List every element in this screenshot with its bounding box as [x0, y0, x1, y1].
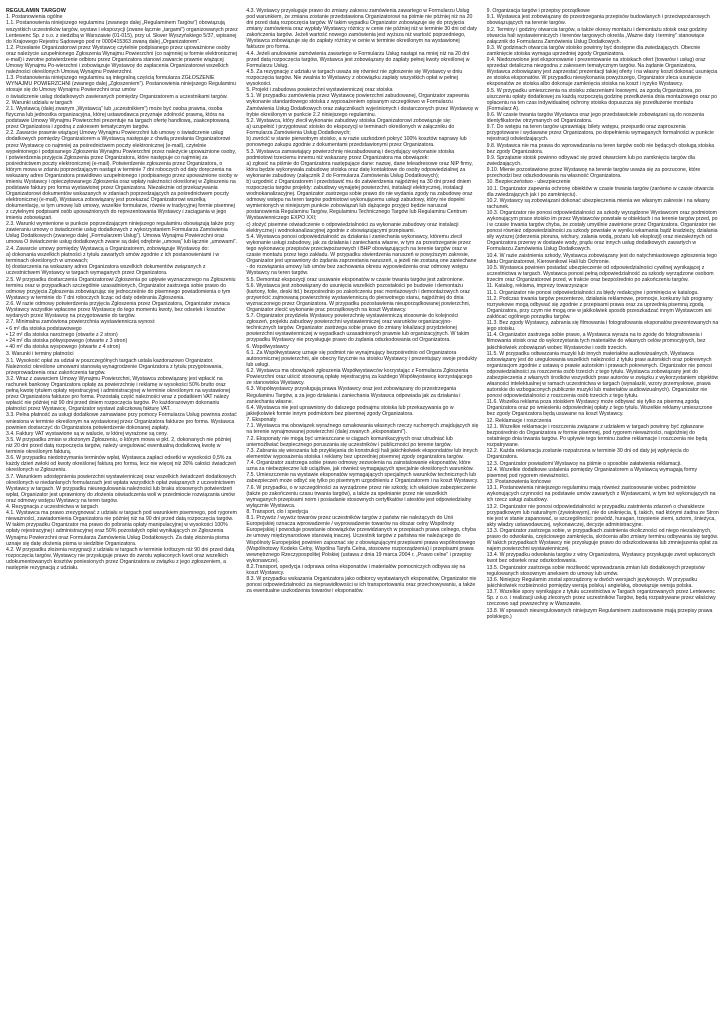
- paragraph: 13.1. Postanowienia niniejszego regulaminu mają również zastosowanie wobec podmiotów wykonujących czynności na podstawie umów zawartych z Wystawcami, w tym też wykonujących na ich rzecz usługi zabudowy.: [486, 485, 716, 504]
- paragraph: 9.7. Do wstępu na teren targów uprawniają: bilety wstępu, przepustki oraz zaproszenia przygotowane i wydawane przez Organizatora, po dopełnieniu wymaganych formalności w punkcie rejestracji odwiedzających.: [486, 124, 714, 143]
- section-payments: [6, 351, 238, 571]
- paragraph: 13.2. Organizator nie ponosi odpowiedzialności w przypadku zaistnienia zdarzeń o charakterze przypadkowym lub naturalnym (żywiołowym), nie do uniknięcia, tj. takich, nad którymi żadna ze Stron nie jest w stanie zapanować, w szczególności: powódź, huragan, trzęsienie ziemi, sztorm, śnieżyca, akty władzy ustawodawczej, wykonawczej, decyzje administracyjne.: [486, 503, 719, 528]
- paragraph: 1.1. Postanowienia niniejszego regulaminu (zwanego dalej „Regulaminem Targów”) obowiązują wszystkich uczestników targów, wystaw i ekspozycji (zwane łącznie „targami”) organizowanych przez Lentewenc Sp. z o.o. z siedzibą w Warszawie (01-015), przy ul. Skwer Wyszyńskiego 5/37, wpisanej do Krajowego Rejestru Sądowego pod nr 0000415363 zwaną dalej „Organizatorem”.: [6, 20, 238, 45]
- paragraph: 3. Warunki i terminy płatności: [6, 351, 74, 358]
- paragraph: 11. Katalog, reklama, imprezy towarzyszące: [486, 283, 588, 290]
- paragraph: 3.2. Wraz z zawarciem Umowy Wynajmu Powierzchni, Wystawca zobowiązany jest wpłacić na rachunek bankowy Organizatora opłatę za powierzchnię i reklamę w wysokości 50% brutto oraz pełną kwotę tytułem opłaty rejestracyjnej i administracyjnej w terminie określonym na wystawionej przez Organizatora fakturze pro forma. Pozostałą część należności wraz z podatkiem VAT należy wpłacić nie później niż 90 dni przed dniem rozpoczęcia targów. Po każdorazowym dokonaniu płatności przez Wystawcę, Organizator wystawi zaliczkową fakturę VAT.: [6, 376, 231, 413]
- paragraph: 9.6. W czasie trwania targów Wystawca oraz jego przedstawiciele zobowiązani są do noszenia identyfikatorów otrzymanych od Organizatora.: [486, 111, 705, 124]
- paragraph: 3.7. Warunkiem udostępnienia powierzchni wystawienniczej oraz wszelkich świadczeń dodatkowych określonych w niedanlanych formularzach jest wpłata wszystkich opłat związanych z uczestnictwem Wystawcy w targach. W przypadku nieuregulowania należności lub braku stosownych potwierdzeń wpłat, Organizator jest uprawniony do złożenia oświadczenia woli w przedmiocie rozwiązania umów oraz odmowy wstępu Wystawcy na teren targów.: [6, 473, 236, 504]
- paragraph: 7.1. Wystawca ma obowiązek wyraźnego oznakowania własnych rzeczy ruchomych znajdujących się na terenie wynajmowanej powierzchni (dalej zwanych „eksponatami”).: [246, 423, 479, 436]
- paragraph: 9.10. Mienie pozostawione przez Wystawcę na terenie targów uważa się za porzucone, które przechodzi bez odszkodowania na własność Organizatora.: [486, 167, 701, 180]
- paragraph: 3.1. Wysokość opłat za udział w poszczególnych targach ustala kazdorazowo Organizator. Należności określone umowami stanowią wynagrodzenie Organizatora z tytułu przygotowania, przeprowadzenia oraz zakończenia targów.: [6, 357, 223, 376]
- paragraph: 2. Warunki udziału w targach: [6, 99, 73, 106]
- paragraph: 3.6. W przypadku niedotrzymania terminów wpłat, Wystawca zapłaci odsetki w wysokości 0,5% za każdy dzień zwłoki od kwoty określonej fakturą pro forma, lecz nie więcej niż 30% całości świadczeń określonych w Zgłoszeniu.: [6, 455, 237, 474]
- paragraph: a) dokonania wszelkich płatności z tytułu zawartych umów zgodnie z ich postanowieniami i w terminach określonych w umowach;: [6, 251, 220, 264]
- column-left: [6, 8, 238, 1018]
- list-item: • 40 m² dla stoiska wyspowego (otwarte z 4 stron): [6, 344, 121, 351]
- paragraph: 9.1. Wystawca jest zobowiązany do przestrzegania przepisów budowlanych i przeciwpożarowych obowiązujących na terenie targów.: [486, 14, 710, 27]
- paragraph: 2.5. W przypadku dostarczenia Organizatorowi Zgłoszenia po upływie wyznaczonego na Zgłoszeniu terminu oraz w przypadkach szczególnie uzasadnionych, Organizator zastrzega sobie prawo do odmowy przyjęcia Zgłoszenia zobowiązując się jednocześnie do pisemnego powiadomienia o tym Wystawcy w terminie do 7 dni roboczych licząc od daty odebrania Zgłoszenia.: [6, 276, 236, 301]
- paragraph: 9.9. Sprzątanie stoisk powinno odbywać się przed otwarciem lub po zamknięciu targów dla zwiedzających.: [486, 154, 695, 167]
- paragraph: 2.2. Zawarcie prawnie wiążącej Umowy Wynajmu Powierzchni lub umowy o świadczenie usług dodatkowych pomiędzy Organizatorem a Wystawcą następuje z chwilą przesłania Organizatorowi przez Wystawcę co najmniej za pośrednictwem poczty elektronicznej (e-mail), czytelnie wypełnionego i podpisanego Zgłoszenia Wynajmu Powierzchni przez należycie upoważnione osoby, i potwierdzenia przyjęcia Zgłoszenia przez Organizatora, które następuje co najmniej za pośrednictwem poczty elektronicznej (e-mail). Potwierdzenie zgłoszenia przez Organizatora, o którym mowa w zdaniu poprzedzającym nastąpi w terminie 7 dni roboczych od daty doręczenia na wskazany adres Organizatora prawidłowo uzupełnionego i podpisanego przez upoważnione osoby w imieniu Wystawcy i opieczętowanego Zgłoszenia oraz wpłaty należności określonej w Zgłoszeniu na podstawie faktury pro forma wystawionej przez Organizatora. Niezależnie od przekazywania Organizatorowi dokumentów wskazanych w zdaniach poprzedzających za pośrednictwem poczty elektronicznej (e-mail), Wystawca zobowiązany jest przekazać Organizatorowi wszelką dokumentację, w tym umowę lub umowy, wszelkie formularze, równie w tradycyjnej formie pisemnej z czytelnymi podpisami osób upoważnionych do reprezentowania Wystawcy i zaciągania w jego imieniu zobowiązań.: [6, 130, 238, 222]
- paragraph: a) uzupełnić i przygotować stoisko do ekspozycji w terminach określonych w załączniku do Formularza Zamówienia Usług Dodatkowych;: [246, 124, 455, 137]
- paragraph: 7.5. Umieszczenie na wystawie eksponatów wymagających specjalnych warunków technicznych lub zabezpieczeń może odbyć się tylko po pisemnym uzgodnieniu z Organizatorem i na koszt Wystawcy.: [246, 472, 479, 485]
- paragraph: 2.7. Minimalna zamówiona powierzchnia wystawiennicza wynosi:: [6, 319, 156, 326]
- paragraph: 2.1. Wystawcą (dalej zwanym „Wystawcą” lub „uczestnikiem”) może być osoba prawna, osoba fizyczna lub jednostka organizacyjna, której ustawodawca przyznaje zdolność prawną, która na podstawie Umowy Wynajmu Powierzchni prezentuje na targach ofertę handlową, zaakceptowaną przez Organizatora i zgodną z zakresem tematycznym targów.: [6, 106, 230, 131]
- paragraph: 8.3. W przypadku wskazania Organizatora jako odbiorcy wystawianych eksponatów, Organizator nie ponosi odpowiedzialności za nieprawidłowości w ich transportowaniu oraz przechowywaniu, a także za ewentualne uszkodzenia towarów i eksponatów.: [246, 576, 477, 595]
- paragraph: 11.5. W przypadku odtwarzania muzyki lub innych materiałów audiowizualnych, Wystawca zobowiązany jest do uregulowania wszelkich należności z tytułu praw autorskich oraz pokrewnych organizacjom zgodnie z ustawą o prawie autorskim i prawach pokrewnych. Organizator nie ponosi odpowiedzialności za roszczenia osób trzecich z tego tytułu. Wystawca zobowiązany jest do zabezpieczenia z własnych środków wszystkich praw autorów w związku z wykorzystaniem objektów własności intelektualnej w ramach uczestnictwa w targach (wynalazki, wzory przemysłowe, prawa autorskie do wzbogaconych publicznie muzyki lub materiałów audiowizualnych). Organizator nie ponosi odpowiedzialności z roszczenia osób trzecich z tego tytułu.: [486, 350, 719, 400]
- paragraph: 5.3. Wystawca zamawiający powierzchnię niezabudowaną i decydujący wykonanie stoiska podmiotowi trzeciemu innemu niż wskazany przez Organizatora ma obowiązek:: [246, 148, 455, 161]
- paragraph: 3.3. Pełna płatność za usługi dodatkowe zamawiane przy pomocy Formularza Usług powinna zostać wniesiona w terminie określonym na wystawionej przez Organizatora fakturze pro forma. Wystawca powinien dostarczyć do Organizatora potwierdzenie dokonanej zapłaty.: [6, 412, 237, 431]
- paragraph: b) dostarczenia na wskazany adres Organizatora wszelkich dokumentów związanych z uczestnictwem Wystawcy w targach wymaganych przez Organizatora.: [6, 264, 206, 277]
- paragraph: 12. Reklamacje i roszczenia: [486, 417, 552, 424]
- paragraph: 7.4. Organizator zastrzega sobie prawo odmowy zezwolenia na zainstalowanie eksponatów, które uzna za niebezpieczne lub uciążliwe, jak również wymagających specjalnie określonych warunków.: [246, 460, 474, 473]
- paragraph: 5.1. W przypadku zamówienia przez Wystawcę powierzchni zabudowanej, Organizator zapewnia wykonanie standardowego stoiska z wyposażeniem opisanym szczegółowo w Formularzu Zamówienia Usług Dodatkowych oraz załącznikach wyjeśnionych i dostarczonych przez Wystawcę w trybie określonym w punkcie 2.2 niniejszego regulaminu.: [246, 93, 479, 118]
- paragraph: a) zgłosić na piśmie do Organizatora następujące dane: nazwę, dane teleadresowe oraz NIP firmy, która będzie wykonywała zabudowę stoiska oraz datę kontaktowe do osoby odpowiedzialnej za wykonanie zabudowy (załącznik 2 do Formularza Zamówienia Usług Dodatkowych);: [246, 160, 473, 179]
- paragraph: 13.6. Niniejszy Regulamin został sporządzony w dwóch wersjach językowych. W przypadku jakichkolwiek rozbieżności pomiędzy wersją polską i angielską, obowiązuje wersja polska.: [486, 576, 698, 589]
- paragraph: 12.1. Wszelkie reklamacje i roszczenia związane z udziałem w targach powinny być zgłaszane bezpośrednio do Organizatora w formie pisemnej, pod rygorem nieważności, najpóźniej do ostatniego dnia trwania targów. Po upływie tego terminu żadne reklamacje i roszczenia nie będą rozpatrywane.: [486, 423, 708, 449]
- paragraph: 8. Transport, cło i spedycja: [246, 509, 309, 516]
- paragraph: 13.3. Organizator zastrzega sobie, w przypadkach zaistnienia okoliczności od niego niezależnych, prawo do odwołania, częściowego zamknięcia, skrócenia albo zmiany terminu odbywania się targów. W takich przypadkach Wystawcy nie przysługuje prawo do odszkodowania lub zmniejszenia opłat za najem powierzchni wystawienniczej.: [486, 527, 719, 553]
- paragraph: 10.5. Wystawca powinien posiadać ubezpieczenie od odpowiedzialności cywilnej wynikającej z uczestnictwa w targach. Wystawca ponosi pełną odpowiedzialność za szkody wyrządzone osobom trzecim oraz Organizatorowi przed, w trakcie oraz bezpośrednio po zakończeniu targów.: [486, 264, 714, 284]
- paragraph: 6.3. Współwystawcy przysługują prawa Wystawcy oraz jest zobowiązany do przestrzegania Regulaminu Targów, a za jego działania i zaniechania Wystawca odpowiada jak za działania i zaniechania własne.: [246, 386, 461, 405]
- paragraph: 6. Współwystawcy: [246, 343, 289, 350]
- column-middle: [246, 8, 478, 1018]
- paragraph: 2.6. W razie odmowy potwierdzenia przyjęcia Zgłoszenia przez Organizatora, Organizator zwraca Wystawcy wszystkie wpłacone przez Wystawcę do tego momentu kwoty, bez odsetek i kosztów wydanych przez Wystawcę na przygotowanie do targów.: [6, 300, 230, 319]
- paragraph: 7.6. W przypadku, o w szczególności za wyrządzone przez nie szkody, ich właściwe zabezpieczenie (także po zakończeniu czasu trwania targów), a także za spełnianie przez nie wszelkich wymaganych przepisami norm i posiadanie stosownych certyfikatów i atestów jest odpowiedzialny wyłącznie Wystawca.: [246, 484, 477, 509]
- paragraph: 1.3. Postanowienia niniejszego regulaminu są integralną częścią formularza ZGŁOSZENIE WYNAJMU POWIERZCHNI (zwanego dalej „Zgłoszeniem”). Postanowienia niniejszego Regulaminu stosuje się do Umowy Wynajmu Powierzchni oraz umów: [6, 75, 237, 94]
- paragraph: 13.5. Organizator zastrzega sobie możliwość wprowadzania zmian lub dodatkowych przepisów regulowanych stosownym aneksem do umowy lub umów.: [486, 564, 705, 577]
- paragraph: 8.2.Transport, spedycja i odprawa celna eksponatów i materiałów pomocniczych odbywa się na koszt Wystawcy.: [246, 563, 466, 576]
- paragraph: 11.4. Organizator zastrzega sobie prawo, a Wystawca wyraża na to zgodę do fotografowania i filmowania stoisk oraz do wykorzystania tych materiałów do własnych celów promocyjnych, bez jakichkolwiek zobowiązań wobec Wystawców i osób trzecich.: [486, 332, 706, 351]
- paragraph: 5.6. Wystawca jest zobowiązany do usunięcia wszelkich pozostałości po budowie i demontażu (kartony, folie, deski itd.) bezpośrednio po zakończeniu prac montażowych i demontażowych oraz przywrócić zajmowaną powierzchnię wystawienniczą do pierwotnego stanu, najpóźniej do dnia wyznaczonego przez Organizatora. W przypadku pozostawienia nieuporządkowanej powierzchni, Organizator zlecić wykonanie prac porządkowych na koszt Wystawcy.: [246, 282, 471, 313]
- paragraph: 6.2. Wystawca ma obowiązek zgłoszenia Współwystawców korzystając z Formularza Zgłoszenia Powierzchni oraz uiścić stosowną opłatę rejestracyjną za każdego Współwystawcę korzystającego ze stanowiska Wystawcy.: [246, 368, 473, 387]
- list-item: • 12 m² dla stoiska narożnego (otwarte z 2 stron): [6, 332, 118, 339]
- paragraph: 5.4. Wystawca ponosi odpowiedzialność za działania i zaniechania wykonawcy, któremu zlecił wykonanie usługi zabudowy, jak za działania i zaniechania własne, w tym za przestrzeganie przez tego wykonawcę przepisów przeciwpożarowych i BHP obowiązujących na terenie targów oraz w czasie montażu przez tego zakładu. W przypadku stwierdzenia naruszeń w powyższym zakresie, Organizator jest uprawniony do żądania zaprzestania naruszeń, a jeżeli nie zostaną one zaniechane - do rozwiązania umowy lub umów bez zachowania okresu wypowiedzenia oraz odmowy wstępu Wystawcy na teren targów.: [246, 233, 477, 277]
- paragraph: 12.4. Wszelkie dodatkowe ustalenia pomiędzy Organizatorem a Wystawcą wymagają formy pisemnej pod rygorem nieważności.: [486, 466, 698, 479]
- paragraph: 10.3. Organizator nie ponosi odpowiedzialności za szkody wyrządzone Wystawcom oraz podmiotom wykonującym prace stoisko im przez Wystawców powstałe w obiektach i na terenie targów przed, po i w czasie trwania targów chyba, że zostały umyślnie zawinione przez Organizatora. Organizator nie ponosi również odpowiedzialności za szkody powstałe w wyniku wkamania bądź kradzieży, działania siły wyższej (zderzenia pioruna, wichury, zalania wodą, pożaru lub eksplozji) oraz niezależnych od Organizatora przerwy w dostawie wody, prądu oraz innych usług dodatkowych zawartych w Formularzu Zamówienia Usług Dodatkowych.: [486, 210, 718, 253]
- paragraph: 3.4. Faktury VAT wystawione są w walucie, w której wyrażone są ceny.: [6, 430, 168, 437]
- paragraph: 2.4. Zawarcie umowy pomiędzy Wystawcą a Organizatorem, zobowiązuje Wystawcę do:: [6, 245, 209, 252]
- paragraph: b) uzgodnić z Organizatorem i przedstawić mu do zatwierdzenia najpóźniej na 30 dni przed dniem rozpoczęcia targów projekty: zabudowy wynajętej powierzchni, instalacji elektrycznej, instalacji wodnokanalizacyjnej. Organizator zastrzega sobie prawo do nie wydania zgody na zabudowę oraz odmowy wstępu na teren targów podmiotowi wykonującemu usługi zabudowy, który nie dopełni wymienionych w niniejszym punkcie zobowiązań lub dążącego przyjęci będzie naruszał postanowienia Regulaminu Targów, Regulaminu Technicznego Targów lub Regulaminu Centrum Wystawienniczego EXPO XXI;: [246, 179, 473, 222]
- paragraph: 6.4. Wystawca nie jest uprawniony do dalszego podnajmu stoiska lub przekazywania go w jakiejkolwiek formie innym podmiotom bez pisemnej zgody Organizatora.: [246, 404, 454, 417]
- column-right: [487, 8, 719, 1018]
- paragraph: 6.1. Za Współwystawcę uznaje się podmiot nie wynajmujący bezpośrednio od Organizatora autonomicznej powierzchni, ale obecny fizycznie na stoisku Wystawcy i prezentujący swoje produkty lub usługi.: [246, 349, 477, 368]
- paragraph: 4.4. Jeżeli anulowanie zamówienia zawartego w Formularzu Usług nastąpi na mniej niż na 20 dni przed datą rozpoczęcia targów, Wystawca jest zobowiązany do zapłaty pełnej kwoty określonej w Formularzu Usług.: [246, 50, 470, 69]
- paragraph: 12.3. Organizator powiadomi Wystawcę na piśmie o sposobie załatwienia reklamacji.: [486, 460, 682, 467]
- paragraph: 4.2. W przypadku złożenia rezygnacji z udziału w targach w terminie krótszym niż 90 dni przed datą rozpoczęcia targów, Wystawcy nie przysługuje prawo do zwrotu wpłaconych kwot oraz wszelkich udokumentowanych kosztów poniesionych przez Organizatora w związku z jego zgłoszeniem, a następnie rezygnacją z udziału.: [6, 546, 235, 571]
- document-title: REGULAMIN TARGÓW: [6, 8, 66, 14]
- paragraph: 13.7. Wszelkie spory wynikające z tytułu uczestnictwa w Targach organizowanych przez Lentewenc Sp. z o.o. i realizacji usług zleconych przez uczestników Targów, będą rozpatrywane przez właściwy rzeczowo sąd powszechny w Warszawie.: [486, 589, 716, 608]
- paragraph: 5.5. Demontaż ekspozycji oraz usuwanie eksponatów w czasie trwania targów jest zabronione.: [246, 276, 465, 283]
- paragraph: 4.5. Za rezygnację z udziału w targach uważa się również nie zgłoszenie się Wystawcy w dniu rozpoczęcia targów. Nie zwalnia to Wystawcy z obowiązku zapłaty wszystkich opłat w pełnej wysokości.: [246, 68, 463, 87]
- paragraph: 9.8. Wystawca nie ma prawa do wprowadzania na teren targów osób nie będących obsługą stoiska bez zgody Organizatora.: [486, 142, 715, 155]
- paragraph: 12.2. Każda reklamacja zostanie rozpatrzona w terminie 30 dni od daty jej wpłynięcia do Organizatora.: [486, 448, 689, 461]
- paragraph: 2.3. Warunki wymienione w punkcie poprzedzającym niniejszego regulaminu obowiązują także przy zawieraniu umowy o świadczenie usług dodatkowych z wykorzystaniem Formularza Zamówienia Usług Dodatkowych (zwanego dalej „Formularzem Usług”). Umowa Wynajmu Powierzchni oraz umowa O świadczenie usług dodatkowych zwane są dalej odrębnie „umową” lub łącznie „umowami”.: [6, 221, 237, 246]
- paragraph: 11.1. Organizator nie ponosi odpowiedzialności za błędy redakcyjne i pominięcia w katalogu.: [486, 289, 699, 296]
- paragraph: 7.2. Eksponaty nie mogą być umieszczane w ciągach komunikacyjnych oraz utrudniać lub uniemożliwiać bezpiecznego poruszania się uczestników i publiczności po terenie targów.: [246, 435, 453, 448]
- paragraph: 13.8. W sprawach nieuregulowanych niniejszym Regulaminem zastosowanie mają przepisy prawa polskiego.): [486, 607, 713, 620]
- paragraph: 1. Postanowienia ogólne: [6, 14, 63, 21]
- paragraph: 9.3. W godzinach otwarcia targów stoisko powinny być dostępne dla zwiedzających. Obecnie zamknięcie stoiska wymaga uprzedniej zgody Organizatora.: [486, 44, 701, 57]
- paragraph: 3.5. W przypadku zmian w złożonym Zgłoszeniu, o którym mowa w pkt. 2, dokonanych nie później niż 20 dni przed datą rozpoczęcia targów, należy uregulować ewentualną dodatkową kwotę w terminie określonym fakturą.: [6, 437, 232, 456]
- list-item: • 24 m² dla stoiska półwyspowego (otwarte z 3 stron): [6, 338, 128, 345]
- minimum-area-list: [6, 326, 238, 350]
- paragraph: 9.2. Terminy i godziny otwarcia targów, a także okresy montażu i demontażu stoisk oraz godziny otwarcia hali wystawienniczych i terenów targowych określa „Ważne daty i terminy” stanowiące załącznik do Formularza Zamówienia Usług Dodatkowych.: [486, 26, 708, 45]
- paragraph: c) złożyć pisemne oświadczenie o odpowiedzialności za wykonanie zabudowy oraz instalacji elektrycznej i wodnokanalizacyjnej zgodnie z obowiązującymi przepisami.: [246, 221, 459, 234]
- paragraph: 4. Rezygnacja z uczestnictwa w targach: [6, 504, 98, 511]
- paragraph: 10.2. Wystawcy są zobowiązani dokonać ubezpieczenia mienia we własnym zakresie i na własny rachunek.: [486, 197, 710, 210]
- paragraph: b) zwrócić w stanie pierwotnym stoisko, a w razie uszkodzeń pokryć 100% kosztów naprawy lub ponownego zakupu zgodnie z dokumentami przedstawionymi przez Organizatora.: [246, 136, 467, 149]
- paragraph: 10. Bezpieczeństwo - ubezpieczenie: [486, 179, 571, 186]
- paragraph: 11.2. Podczas trwania targów prezenterze, działania reklamowe, promocje, konkursy lub programy rozrywkowe mogą odbywać się zgodnie z przepisami prawa oraz za uprzednią pisemną zgodą Organizatora, przy czym nie mogą one w jakikolwiek sposób przeszkadzać innym Wystawcom ani zakłócać ogólnego porządku targów.: [486, 295, 713, 320]
- paragraph: 8.1. Przywóz / wywóz towarów przez uczestników targów z państw nie należących do Unii Europejskiej oznacza wprowadzenie / wyprowadzenie towarów na obszar celny Wspólnoty Europejskiej i powoduje powstanie obowiązków przewidzianych w przepisach prawa celnego, chyba że umowy międzynarodowe stanowią inaczej. Uczestnik targów z państwa nie należącego do Wspólnoty Europejskiej powinien zapoznać się z obowiązującymi przepisami prawa wspólnotowego (Wspólnotowy Kodeks Celny, Wspólna Taryfa Celna, stosowne rozporządzenia) i przepisami prawa wewnętrznego Rzeczypospolitej Polskiej (ustawa z dnia 19 marca 2004 r. „Prawo celne” i przepisy wykonawcze).: [246, 515, 476, 564]
- list-item: • 6 m² dla stoiska podstawowego: [6, 326, 82, 333]
- paragraph: 10.4. W razie zaistnienia szkody, Wystawca zobowiązany jest do natychmiastowego zgłoszenia tego faktu Organizatorowi, Kierownikowi Hali lub Ochronie.: [486, 252, 717, 265]
- paragraph: 9.4. Niedozwolone jest eksponowanie i prezentowanie na stoiskach ofert (towarów i usług) oraz sprzedaż detaliczna niezgodna z zakresem tematycznym targów. Na żądanie Organizatora, Wystawca zobowiązany jest zaprzestać prezentacji takiej oferty i na własny koszt dokonać usunięcia ze stoiska eksponatów. W przypadku niewykonania powyższego, Organizator zleca usunięcie eksponatów ze stoiska albo dokonuje zamknięcia stoiska na koszt i ryzyko Wystawcy.: [486, 57, 718, 88]
- paragraph: 5.7. Organizator przydzieła Wystawcy powierzchnię wystawienniczą stosownie do kolejności zgłoszeń, projektu zabudowy powierzchni wystawienniczej oraz warunków organizacyjno-technicznych targów. Organizator zastrzega sobie prawo do zmiany lokalizacji przydzielonej powierzchni wystawienniczej w wypadkach uzasadnionych prawnie lub organizacyjnych. W takim przypadku Wystawcy nie przysługuje prawo do żądania odszkodowania od Organizatora.: [246, 313, 470, 344]
- paragraph: o świadczenie usług dodatkowych zawieranych pomiędzy Organizatorem a uczestnikami targów.: [6, 93, 228, 100]
- paragraph: 9.5. W przypadku umieszczenia na stoisku zdarzeniami losowymi, za zgodą Organizatora, po uiszczeniu opłaty dodatkowej za każdą rozpoczętą godzinę przedłużenia dnia montażowego oraz po opłaceniu na ten czas indywidualnej ochrony stoiska dopuszcza się przedłużenie montażu (Formularz A).: [486, 87, 718, 112]
- paragraph: 4.1. Wystawca ma prawo zrezygnować z udziału w targach pod warunkiem pisemnego, pod rygorem nieważności, zawiadomienia Organizatora nie później niż na 90 dni przed datą rozpoczęcia targów. W takim przypadku Organizator ma prawo do pobrania opłaty manipulacyjnej w wysokości 100% opłaty rejestracyjnej i administracyjnej oraz 50% pozostałych opłat wynikających ze Zgłoszenia Wynajmu Powierzchni oraz Formularza Zamówienia Usług Dodatkowych. Za datę złożenia pisma uznaje się datę złożenia pisma w siedzibie Organizatora.: [6, 510, 237, 547]
- paragraph: 9. Organizacja targów i przepisy porządkowe: [486, 8, 590, 14]
- paragraph: 4.3. Wystawcy przysługuje prawo do zmiany zakresu zamówienia zawartego w Formularzu Usług pod warunkiem, że zmiana zostanie przedstawiona Organizatorowi na piśmie nie później niż na 20 dni przed datą rozpoczęcia targów. W takim wypadku Organizator zobowiązuje się do przyjęcia zmiany zamówienia oraz wypłaty Wystawcy różnicy w cenie nie później niż w terminie 30 dni od daty zakończenia targów. Jeżeli wartość nowego zamówienia jest wyższa niż wartość poprzedniego, Wystawca zobowiązuje się do zapłaty różnicy w cenie w terminie określonym na wystawionej fakturze pro forma.: [246, 8, 477, 51]
- paragraph: 5.2. Wystawca, który zlecił wykonanie zabudowy stoiska Organizatorowi zobowiązuje się:: [246, 117, 452, 124]
- paragraph: 1.2. Przesłanie Organizatorowi przez Wystawcę czytelnie podpisanego przez upoważnione osoby oraz należycie uzupełnionego Zgłoszenia Wynajmu Powierzchni (co najmniej w formie elektronicznej e-mail) i zwrotne potwierdzenie odbioru przez Organizatora stanowi zawarcie prawnie wiążącej Umowy Wynajmu Po-wierzchni i zobowiązuje Wystawcę do zapłacenia Organizatorowi wszelkich należności określonych Umową Wynajmu Powierzchni.: [6, 44, 237, 76]
- paragraph: 11.6. Wszelka reklama poza stoiskiem Wystawcy może odbywać się tylko za pisemną zgodą Organizatora oraz po wniesieniu odpowiedniej opłaty z tego tytułu. Wszelkie reklamy umieszczone bez zgody Organizatora będą usuwane na koszt Wystawcy.: [486, 399, 713, 418]
- paragraph: 10.1. Organizator zapewnia ochronę obiektów w czasie trwania targów (zarówno w czasie otwarcia dla zwiedzających jak i po zamknięciu).: [486, 185, 714, 198]
- paragraph: 13. Postanowienia końcowe: [486, 479, 551, 486]
- section-general: [6, 14, 238, 325]
- paragraph: 13.4. W przypadku odwołania targów z winy Organizatora, Wystawcy przysługuje zwrot wpłaconych kwot bez odsetek oraz odszkodowania.: [486, 552, 716, 565]
- paragraph: 7. Eksponaty: [246, 417, 277, 424]
- paragraph: 5. Projekt i zabudowa powierzchni wystawienniczej oraz stoiska: [246, 87, 393, 94]
- paragraph: 11.3. Bez zgody Wystawcy, zabrania się filmowania i fotografowania eksponatów prezentowanych na jego stoisku.: [486, 320, 719, 333]
- paragraph: 7.3. Zabrania się wieszania lub przyklejania do konstrukcji hali jakichkolwiek ekspondatów lub innych elementów wyposażenia stoiska i reklamy bez uprzedniej pisemnej zgody organizatora targów.: [246, 447, 478, 460]
